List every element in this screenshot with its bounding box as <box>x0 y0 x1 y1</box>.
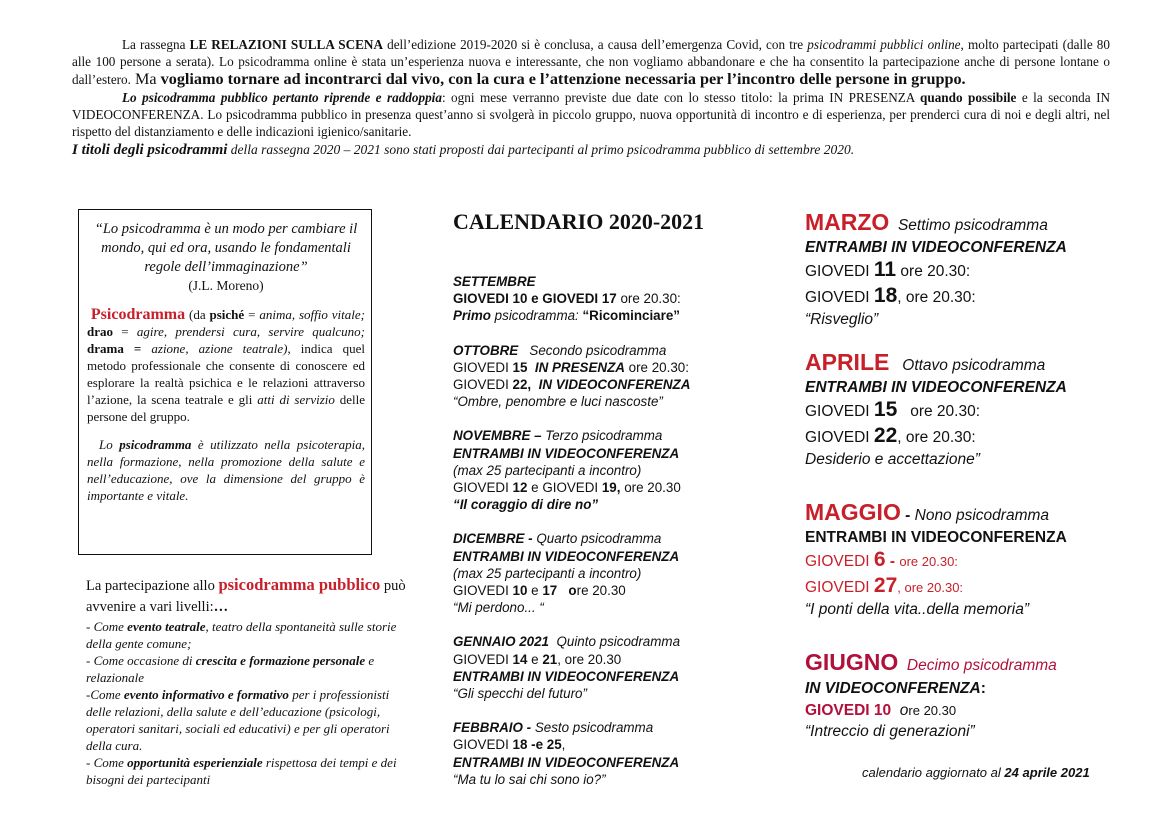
participation-lead: La partecipazione allo psicodramma pubblico può avvenire a vari livelli:… <box>86 575 406 615</box>
definition-paragraph: Psicodramma (da psiché = anima, soffio vitale; drao = agire, prendersi cura, servire qualcuno; drama = azione, azione teatrale), indica quel metodo professionale che consente di conoscere ed esplorare la realtà psichica e le relazioni attraverso l’azione, la scena teatrale e gli atti di servizio delle persone del gruppo. <box>87 306 365 424</box>
intro-text <box>72 36 1110 160</box>
intro-paragraph-3: I titoli degli psicodrammi della rassegna 2020 – 2021 sono stati proposti dai partecipanti al primo psicodramma pubblico di settembre 2020. <box>72 142 855 158</box>
month-aprile: APRILE Ottavo psicodramma ENTRAMBI IN VIDEOCONFERENZA GIOVEDI 15 ore 20.30: GIOVEDI 22, ore 20.30: Desiderio e accettazione” <box>805 349 1067 468</box>
month-dicembre: DICEMBRE - Quarto psicodramma ENTRAMBI IN VIDEOCONFERENZA (max 25 partecipanti a incontro) GIOVEDI 10 e 17 ore 20.30 “Mi perdono... “ <box>453 531 680 616</box>
month-marzo: MARZO Settimo psicodramma ENTRAMBI IN VIDEOCONFERENZA GIOVEDI 11 ore 20.30: GIOVEDI 18, ore 20.30: “Risveglio” <box>805 209 1067 328</box>
participation-item: - Come evento teatrale, teatro della spontaneità sulle storie della gente comune; <box>86 619 397 651</box>
calendar-title: CALENDARIO 2020-2021 <box>453 209 705 234</box>
month-gennaio: GENNAIO 2021 Quinto psicodramma GIOVEDI 14 e 21, ore 20.30 ENTRAMBI IN VIDEOCONFERENZA “Gli specchi del futuro” <box>453 634 681 702</box>
calendar-right-column <box>805 210 1135 762</box>
quote-box <box>78 209 372 555</box>
participation-item: -Come evento informativo e formativo per i professionisti delle relazioni, della salute e dell’educazione (psicologi, operatori sanitari, sociali ed educativi) e per gli operatori della cura. <box>86 687 390 753</box>
moreno-quote: “Lo psicodramma è un modo per cambiare il mondo, qui ed ora, usando le fondamentali regole dell’immaginazione” <box>94 221 358 275</box>
intro-paragraph-1: La rassegna LE RELAZIONI SULLA SCENA dell’edizione 2019-2020 si è conclusa, a causa dell’emergenza Covid, con tre psicodrammi pubblici online, molto partecipati (dalle 80 alle 100 persone a serata). Lo psicodramma online è stata un’esperienza nuova e interessante, che non vogliamo abbandonare e che ha consentito la partecipazione anche di persone lontane o dall’estero. Ma vogliamo tornare ad incontrarci dal vivo, con la cura e l’attenzione necessaria per l’incontro delle persone in gruppo. <box>72 37 1110 88</box>
usage-paragraph: Lo psicodramma è utilizzato nella psicoterapia, nella formazione, nella promozione della salute e nell’educazione, ove la dimensione del gruppo è importante e vitale. <box>87 437 365 503</box>
update-note: calendario aggiornato al 24 aprile 2021 <box>862 765 1090 780</box>
month-maggio: MAGGIO - Nono psicodramma ENTRAMBI IN VIDEOCONFERENZA GIOVEDI 6 - ore 20.30: GIOVEDI 27, ore 20.30: “I ponti della vita..della memoria” <box>805 499 1067 618</box>
intro-paragraph-2: Lo psicodramma pubblico pertanto riprende e raddoppia: ogni mese verranno previste due date con lo stesso titolo: la prima IN PRESENZA quando possibile e la seconda IN VIDEOCONFERENZA. Lo psicodramma pubblico in presenza quest’anno si svolgerà in piccolo gruppo, nuova opportunità di incontro e di esperienza, per prenderci cura di noi e degli altri, nel rispetto del distanziamento e delle indicazioni igienico/sanitarie. <box>72 90 1110 139</box>
month-settembre: SETTEMBRE GIOVEDI 10 e GIOVEDI 17 ore 20.30: Primo psicodramma: “Ricominciare” <box>453 274 681 324</box>
participation-item: - Come occasione di crescita e formazione personale e relazionale <box>86 653 375 685</box>
month-febbraio: FEBBRAIO - Sesto psicodramma GIOVEDI 18 -e 25, ENTRAMBI IN VIDEOCONFERENZA “Ma tu lo sai chi sono io?” <box>453 720 680 787</box>
quote-author: (J.L. Moreno) <box>188 278 264 293</box>
participation-item: - Come opportunità esperienziale rispettosa dei tempi e dei bisogni dei partecipanti <box>86 755 397 787</box>
month-novembre: NOVEMBRE – Terzo psicodramma ENTRAMBI IN VIDEOCONFERENZA (max 25 partecipanti a incontro) GIOVEDI 12 e GIOVEDI 19, ore 20.30 “Il coraggio di dire no” <box>453 428 681 513</box>
participation-section <box>86 574 406 788</box>
month-ottobre: OTTOBRE Secondo psicodramma GIOVEDI 15 IN PRESENZA ore 20.30: GIOVEDI 22, IN VIDEOCONFERENZA “Ombre, penombre e luci nascoste” <box>453 342 691 410</box>
calendar-column <box>453 273 783 805</box>
month-giugno: GIUGNO Decimo psicodramma IN VIDEOCONFERENZA: GIOVEDI 10 ore 20.30 “Intreccio di generazioni” <box>805 649 1057 740</box>
